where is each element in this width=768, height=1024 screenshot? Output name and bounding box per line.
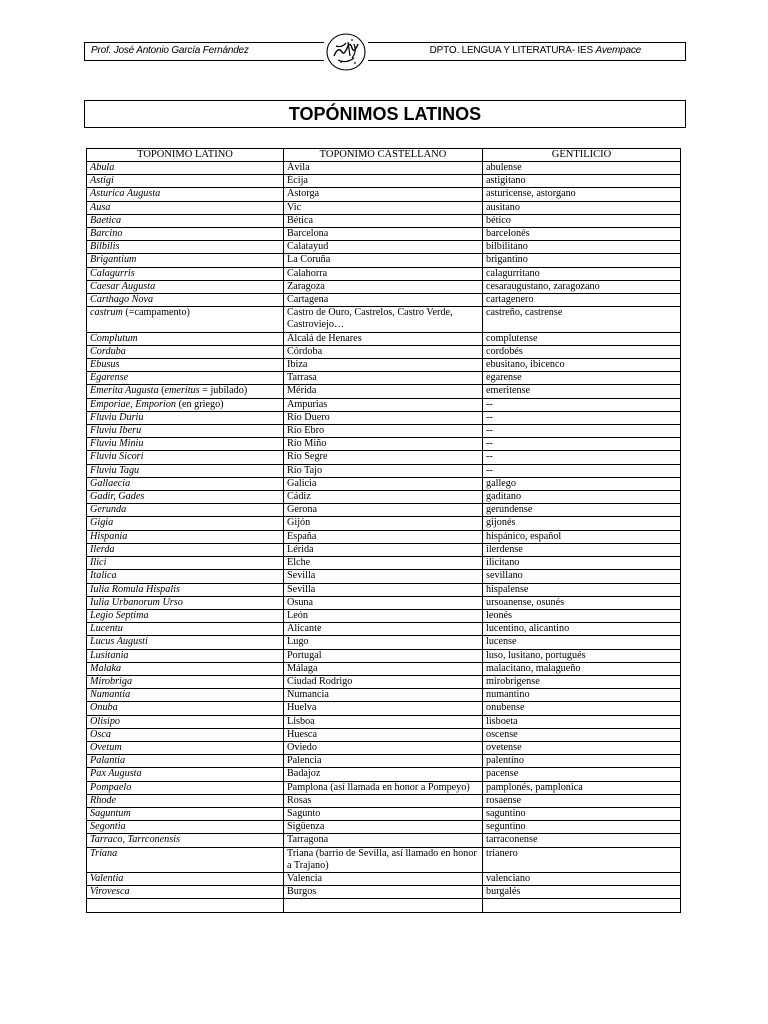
gentilicio-cell: mirobrigense: [483, 675, 681, 688]
latin-name-cell: Caesar Augusta: [87, 280, 284, 293]
gentilicio-cell: sevillano: [483, 570, 681, 583]
latin-name-cell: Ovetum: [87, 741, 284, 754]
gentilicio-cell: complutense: [483, 332, 681, 345]
latin-name-cell: Emporiae, Emporion (en griego): [87, 398, 284, 411]
castellano-name-cell: Vic: [284, 201, 483, 214]
department-name: DPTO. LENGUA Y LITERATURA- IES: [429, 45, 596, 56]
blank-row: [87, 899, 681, 913]
page-title: TOPÓNIMOS LATINOS: [84, 100, 686, 128]
gentilicio-cell: ebusitano, ibicenco: [483, 359, 681, 372]
table-row: [87, 267, 681, 280]
latin-name-cell: Hispania: [87, 530, 284, 543]
gentilicio-cell: ursoanense, osunés: [483, 596, 681, 609]
table-row: [87, 345, 681, 358]
table-row: [87, 332, 681, 345]
latin-name-cell: Lusitania: [87, 649, 284, 662]
table-row: [87, 715, 681, 728]
castellano-name-cell: Calatayud: [284, 241, 483, 254]
gentilicio-cell: brigantino: [483, 254, 681, 267]
latin-name-cell: Pompaelo: [87, 781, 284, 794]
latin-name-cell: Olisipo: [87, 715, 284, 728]
gentilicio-cell: hispalense: [483, 583, 681, 596]
blank-cell: [87, 899, 284, 913]
table-row: [87, 596, 681, 609]
castellano-name-cell: Málaga: [284, 662, 483, 675]
table-row: [87, 464, 681, 477]
latin-name-cell: Virovesca: [87, 886, 284, 899]
castellano-name-cell: Sigüenza: [284, 821, 483, 834]
latin-name-cell: Malaka: [87, 662, 284, 675]
castellano-name-cell: Alcalá de Henares: [284, 332, 483, 345]
gentilicio-cell: --: [483, 411, 681, 424]
gentilicio-cell: rosaense: [483, 794, 681, 807]
author-name: Prof. José Antonio García Fernández: [91, 45, 249, 56]
table-row: [87, 411, 681, 424]
table-row: [87, 689, 681, 702]
gentilicio-cell: cordobés: [483, 345, 681, 358]
latin-name-cell: Palantia: [87, 755, 284, 768]
latin-name-cell: Astigi: [87, 175, 284, 188]
table-row: [87, 543, 681, 556]
gentilicio-cell: cartagenero: [483, 294, 681, 307]
latin-name-cell: castrum (=campamento): [87, 307, 284, 332]
gentilicio-cell: abulense: [483, 162, 681, 175]
castellano-name-cell: León: [284, 609, 483, 622]
castellano-name-cell: Gijón: [284, 517, 483, 530]
gentilicio-cell: oscense: [483, 728, 681, 741]
gentilicio-cell: luso, lusitano, portugués: [483, 649, 681, 662]
gentilicio-cell: numantino: [483, 689, 681, 702]
column-header-gentilicio: GENTILICIO: [483, 149, 681, 162]
department-label: [430, 45, 641, 56]
castellano-name-cell: Río Tajo: [284, 464, 483, 477]
gentilicio-cell: --: [483, 425, 681, 438]
gentilicio-cell: onubense: [483, 702, 681, 715]
gentilicio-cell: ilerdense: [483, 543, 681, 556]
gentilicio-cell: bilbilitano: [483, 241, 681, 254]
column-header-latin: TOPÓNIMO LATINO: [87, 149, 284, 162]
gentilicio-cell: --: [483, 451, 681, 464]
latin-name-cell: Barcino: [87, 228, 284, 241]
castellano-name-cell: Palencia: [284, 755, 483, 768]
latin-name-cell: Gerunda: [87, 504, 284, 517]
castellano-name-cell: Mérida: [284, 385, 483, 398]
table-row: [87, 517, 681, 530]
gentilicio-cell: palentino: [483, 755, 681, 768]
gentilicio-cell: barcelonés: [483, 228, 681, 241]
latin-name-cell: Calagurris: [87, 267, 284, 280]
latin-name-cell: Fluviu Tagu: [87, 464, 284, 477]
latin-name-cell: Iulia Urbanorum Urso: [87, 596, 284, 609]
castellano-name-cell: Castro de Ouro, Castrelos, Castro Verde, Castroviejo…: [284, 307, 483, 332]
latin-name-cell: Fluviu Iberu: [87, 425, 284, 438]
table-row: [87, 807, 681, 820]
gentilicio-cell: tarraconense: [483, 834, 681, 847]
gentilicio-cell: saguntino: [483, 807, 681, 820]
gentilicio-cell: cesaraugustano, zaragozano: [483, 280, 681, 293]
gentilicio-cell: --: [483, 398, 681, 411]
castellano-name-cell: Bética: [284, 214, 483, 227]
castellano-name-cell: Huesca: [284, 728, 483, 741]
gentilicio-cell: asturicense, astorgano: [483, 188, 681, 201]
table-row: [87, 834, 681, 847]
table-row: [87, 372, 681, 385]
latin-name-cell: Saguntum: [87, 807, 284, 820]
castellano-name-cell: Sevilla: [284, 583, 483, 596]
gentilicio-cell: gallego: [483, 477, 681, 490]
gentilicio-cell: lucentino, alicantino: [483, 623, 681, 636]
gentilicio-cell: egarense: [483, 372, 681, 385]
latin-name-cell: Rhode: [87, 794, 284, 807]
table-row: [87, 214, 681, 227]
table-row: [87, 359, 681, 372]
gentilicio-cell: gaditano: [483, 491, 681, 504]
table-row: [87, 662, 681, 675]
gentilicio-cell: ilicitano: [483, 557, 681, 570]
castellano-name-cell: España: [284, 530, 483, 543]
table-row: [87, 477, 681, 490]
latin-name-cell: Ilici: [87, 557, 284, 570]
table-row: [87, 847, 681, 872]
latin-name-cell: Fluviu Miniu: [87, 438, 284, 451]
castellano-name-cell: Barcelona: [284, 228, 483, 241]
latin-name-cell: Fluviu Sicori: [87, 451, 284, 464]
gentilicio-cell: burgalés: [483, 886, 681, 899]
castellano-name-cell: Ampurias: [284, 398, 483, 411]
school-logo: [324, 32, 368, 72]
blank-cell: [483, 899, 681, 913]
table-row: [87, 228, 681, 241]
latin-name-cell: Abula: [87, 162, 284, 175]
castellano-name-cell: Triana (barrio de Sevilla, así llamado en honor a Trajano): [284, 847, 483, 872]
castellano-name-cell: Córdoba: [284, 345, 483, 358]
castellano-name-cell: Écija: [284, 175, 483, 188]
gentilicio-cell: --: [483, 464, 681, 477]
castellano-name-cell: Cartagena: [284, 294, 483, 307]
castellano-name-cell: Río Miño: [284, 438, 483, 451]
latin-name-cell: Valentia: [87, 872, 284, 885]
gentilicio-cell: bético: [483, 214, 681, 227]
latin-name-cell: Triana: [87, 847, 284, 872]
latin-name-cell: Fluviu Duriu: [87, 411, 284, 424]
castellano-name-cell: Cádiz: [284, 491, 483, 504]
table-row: [87, 675, 681, 688]
gentilicio-cell: seguntino: [483, 821, 681, 834]
table-row: [87, 728, 681, 741]
latin-name-cell: Osca: [87, 728, 284, 741]
school-name: Avempace: [595, 45, 641, 56]
castellano-name-cell: Portugal: [284, 649, 483, 662]
gentilicio-cell: trianero: [483, 847, 681, 872]
latin-name-cell: Lucus Augusti: [87, 636, 284, 649]
table-row: [87, 530, 681, 543]
gentilicio-cell: pamplonés, pamplonica: [483, 781, 681, 794]
table-row: [87, 702, 681, 715]
castellano-name-cell: La Coruña: [284, 254, 483, 267]
latin-name-cell: Tarraco, Tarrconensis: [87, 834, 284, 847]
toponyms-table: [86, 148, 681, 913]
castellano-name-cell: Oviedo: [284, 741, 483, 754]
castellano-name-cell: Lisboa: [284, 715, 483, 728]
latin-name-cell: Gadir, Gades: [87, 491, 284, 504]
castellano-name-cell: Badajoz: [284, 768, 483, 781]
latin-name-cell: Mirobriga: [87, 675, 284, 688]
castellano-name-cell: Alicante: [284, 623, 483, 636]
table-row: [87, 241, 681, 254]
latin-name-cell: Asturica Augusta: [87, 188, 284, 201]
castellano-name-cell: Tarragona: [284, 834, 483, 847]
latin-name-cell: Gallaecia: [87, 477, 284, 490]
latin-name-cell: Onuba: [87, 702, 284, 715]
latin-name-cell: Ausa: [87, 201, 284, 214]
gentilicio-cell: ausitano: [483, 201, 681, 214]
latin-name-cell: Ilerda: [87, 543, 284, 556]
latin-name-cell: Bilbilis: [87, 241, 284, 254]
column-header-castellano: TOPÓNIMO CASTELLANO: [284, 149, 483, 162]
table-row: [87, 254, 681, 267]
table-row: [87, 755, 681, 768]
table-header-row: [87, 149, 681, 162]
castellano-name-cell: Zaragoza: [284, 280, 483, 293]
gentilicio-cell: leonés: [483, 609, 681, 622]
latin-name-cell: Lucentu: [87, 623, 284, 636]
castellano-name-cell: Sevilla: [284, 570, 483, 583]
table-row: [87, 438, 681, 451]
latin-name-cell: Numantia: [87, 689, 284, 702]
table-row: [87, 768, 681, 781]
table-row: [87, 451, 681, 464]
castellano-name-cell: Huelva: [284, 702, 483, 715]
table-row: [87, 794, 681, 807]
latin-name-cell: Carthago Nova: [87, 294, 284, 307]
table-row: [87, 609, 681, 622]
latin-name-cell: Corduba: [87, 345, 284, 358]
table-row: [87, 583, 681, 596]
table-row: [87, 886, 681, 899]
gentilicio-cell: gerundense: [483, 504, 681, 517]
table-row: [87, 425, 681, 438]
table-row: [87, 649, 681, 662]
castellano-name-cell: Lugo: [284, 636, 483, 649]
table-row: [87, 781, 681, 794]
latin-name-cell: Legio Septima: [87, 609, 284, 622]
gentilicio-cell: hispánico, español: [483, 530, 681, 543]
table-row: [87, 398, 681, 411]
castellano-name-cell: Tarrasa: [284, 372, 483, 385]
table-row: [87, 294, 681, 307]
gentilicio-cell: emeritense: [483, 385, 681, 398]
castellano-name-cell: Valencia: [284, 872, 483, 885]
latin-name-cell: Segontia: [87, 821, 284, 834]
castellano-name-cell: Ibiza: [284, 359, 483, 372]
castellano-name-cell: Rosas: [284, 794, 483, 807]
castellano-name-cell: Numancia: [284, 689, 483, 702]
castellano-name-cell: Burgos: [284, 886, 483, 899]
gentilicio-cell: castreño, castrense: [483, 307, 681, 332]
gentilicio-cell: lisboeta: [483, 715, 681, 728]
table-row: [87, 201, 681, 214]
table-row: [87, 557, 681, 570]
castellano-name-cell: Astorga: [284, 188, 483, 201]
page-header: [84, 42, 686, 61]
gentilicio-cell: calagurritano: [483, 267, 681, 280]
table-row: [87, 623, 681, 636]
castellano-name-cell: Galicia: [284, 477, 483, 490]
castellano-name-cell: Río Segre: [284, 451, 483, 464]
castellano-name-cell: Río Ebro: [284, 425, 483, 438]
castellano-name-cell: Elche: [284, 557, 483, 570]
table-row: [87, 307, 681, 332]
calligraphy-logo-icon: [324, 32, 368, 72]
castellano-name-cell: Lérida: [284, 543, 483, 556]
latin-name-cell: Gigia: [87, 517, 284, 530]
latin-name-cell: Brigantium: [87, 254, 284, 267]
table-row: [87, 385, 681, 398]
gentilicio-cell: astigitano: [483, 175, 681, 188]
latin-name-cell: Italica: [87, 570, 284, 583]
gentilicio-cell: ovetense: [483, 741, 681, 754]
table-row: [87, 570, 681, 583]
latin-name-cell: Ebusus: [87, 359, 284, 372]
table-body: [87, 162, 681, 913]
gentilicio-cell: lucense: [483, 636, 681, 649]
castellano-name-cell: Pamplona (así llamada en honor a Pompeyo): [284, 781, 483, 794]
gentilicio-cell: --: [483, 438, 681, 451]
castellano-name-cell: Ciudad Rodrigo: [284, 675, 483, 688]
latin-name-cell: Baetica: [87, 214, 284, 227]
table-row: [87, 821, 681, 834]
table-row: [87, 162, 681, 175]
table-row: [87, 175, 681, 188]
castellano-name-cell: Ávila: [284, 162, 483, 175]
table-row: [87, 188, 681, 201]
table-row: [87, 636, 681, 649]
latin-name-cell: Egarense: [87, 372, 284, 385]
table-row: [87, 280, 681, 293]
castellano-name-cell: Osuna: [284, 596, 483, 609]
gentilicio-cell: valenciano: [483, 872, 681, 885]
gentilicio-cell: gijonés: [483, 517, 681, 530]
latin-name-cell: Emerita Augusta (emeritus = jubilado): [87, 385, 284, 398]
blank-cell: [284, 899, 483, 913]
table-row: [87, 504, 681, 517]
gentilicio-cell: pacense: [483, 768, 681, 781]
table-row: [87, 872, 681, 885]
castellano-name-cell: Gerona: [284, 504, 483, 517]
castellano-name-cell: Sagunto: [284, 807, 483, 820]
latin-name-cell: Iulia Romula Hispalis: [87, 583, 284, 596]
castellano-name-cell: Calahorra: [284, 267, 483, 280]
castellano-name-cell: Río Duero: [284, 411, 483, 424]
table-row: [87, 491, 681, 504]
latin-name-cell: Complutum: [87, 332, 284, 345]
table-row: [87, 741, 681, 754]
gentilicio-cell: malacitano, malagueño: [483, 662, 681, 675]
latin-name-cell: Pax Augusta: [87, 768, 284, 781]
